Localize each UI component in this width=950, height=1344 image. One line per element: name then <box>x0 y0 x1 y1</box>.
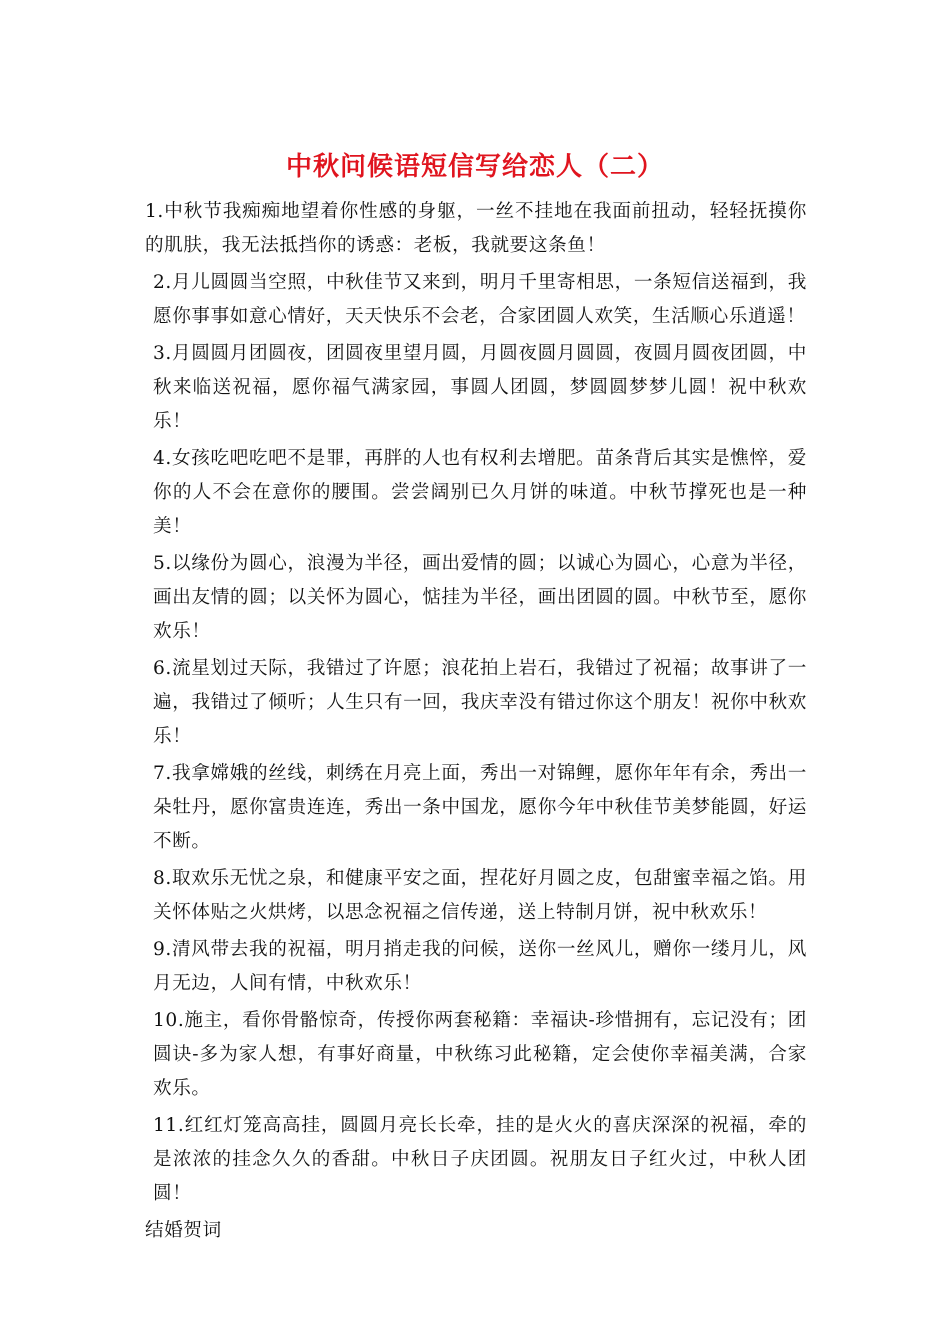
paragraph-1: 1.中秋节我痴痴地望着你性感的身躯，一丝不挂地在我面前扭动，轻轻抚摸你的肌肤，我无法抵挡你的诱惑：老板，我就要这条鱼！ <box>145 201 807 256</box>
paragraph-5: 5.以缘份为圆心，浪漫为半径，画出爱情的圆；以诚心为圆心，心意为半径，画出友情的圆；以关怀为圆心，惦挂为半径，画出团圆的圆。中秋节至，愿你欢乐！ <box>153 553 807 642</box>
footer-text: 结婚贺词 <box>145 1220 222 1241</box>
paragraph-4: 4.女孩吃吧吃吧不是罪，再胖的人也有权利去增肥。苗条背后其实是憔悴，爱你的人不会在意你的腰围。尝尝阔别已久月饼的味道。中秋节撑死也是一种美！ <box>153 448 807 537</box>
document-body <box>145 195 807 1248</box>
page-title: 中秋问候语短信写给恋人（二） <box>285 152 664 182</box>
paragraph-9: 9.清风带去我的祝福，明月捎走我的问候，送你一丝风儿，赠你一缕月儿，风月无边，人间有情，中秋欢乐！ <box>153 939 807 994</box>
paragraph-11: 11.红红灯笼高高挂，圆圆月亮长长牵，挂的是火火的喜庆深深的祝福，牵的是浓浓的挂念久久的香甜。中秋日子庆团圆。祝朋友日子红火过，中秋人团圆！ <box>153 1115 807 1204</box>
paragraph-8: 8.取欢乐无忧之泉，和健康平安之面，捏花好月圆之皮，包甜蜜幸福之馅。用关怀体贴之火烘烤，以思念祝福之信传递，送上特制月饼，祝中秋欢乐！ <box>153 868 807 923</box>
paragraph-10: 10.施主，看你骨骼惊奇，传授你两套秘籍：幸福诀-珍惜拥有，忘记没有；团圆诀-多为家人想，有事好商量，中秋练习此秘籍，定会使你幸福美满，合家欢乐。 <box>153 1010 807 1099</box>
paragraph-6: 6.流星划过天际，我错过了许愿；浪花拍上岩石，我错过了祝福；故事讲了一遍，我错过了倾听；人生只有一回，我庆幸没有错过你这个朋友！祝你中秋欢乐！ <box>153 658 807 747</box>
paragraph-2: 2.月儿圆圆当空照，中秋佳节又来到，明月千里寄相思，一条短信送福到，我愿你事事如意心情好，天天快乐不会老，合家团圆人欢笑，生活顺心乐逍遥！ <box>153 272 807 327</box>
paragraph-3: 3.月圆圆月团圆夜，团圆夜里望月圆，月圆夜圆月圆圆，夜圆月圆夜团圆，中秋来临送祝福，愿你福气满家园，事圆人团圆，梦圆圆梦梦儿圆！祝中秋欢乐！ <box>153 343 807 432</box>
paragraph-7: 7.我拿嫦娥的丝线，刺绣在月亮上面，秀出一对锦鲤，愿你年年有余，秀出一朵牡丹，愿你富贵连连，秀出一条中国龙，愿你今年中秋佳节美梦能圆，好运不断。 <box>153 763 807 852</box>
